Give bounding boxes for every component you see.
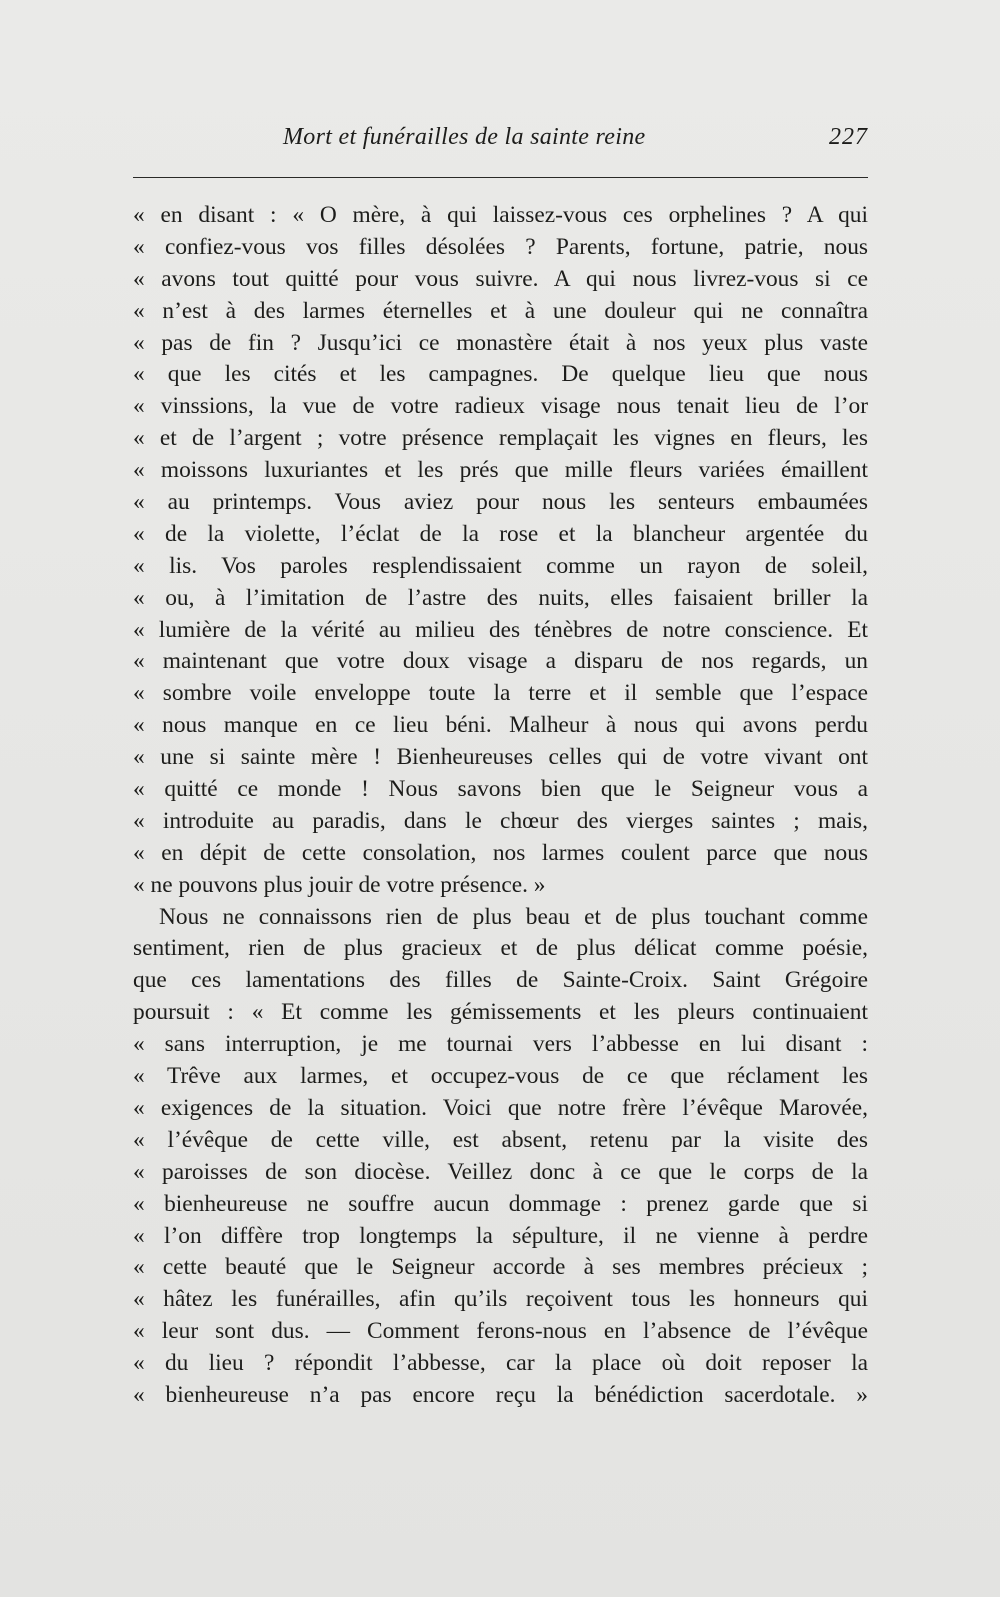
text-line: « cette beauté que le Seigneur accorde à ses membres précieux ; xyxy=(133,1254,868,1281)
text-line: « une si sainte mère ! Bienheureuses celles qui de votre vivant ont xyxy=(133,744,868,771)
text-line: « en disant : « O mère, à qui laissez-vous ces orphelines ? A qui xyxy=(133,202,868,228)
text-line: « au printemps. Vous aviez pour nous les senteurs embaumées xyxy=(133,489,868,516)
text-line: « lis. Vos paroles resplendissaient comme un rayon de soleil, xyxy=(133,552,868,579)
text-line: sentiment, rien de plus gracieux et de plus délicat comme poésie, xyxy=(133,935,868,962)
text-line: « maintenant que votre doux visage a disparu de nos regards, un xyxy=(133,648,868,675)
text-line: « nous manque en ce lieu béni. Malheur à nous qui avons perdu xyxy=(133,712,868,739)
page-number: 227 xyxy=(829,124,868,150)
paragraph-first-line: Nous ne connaissons rien de plus beau et de plus touchant comme xyxy=(159,903,868,930)
text-line: « pas de fin ? Jusqu’ici ce monastère était à nos yeux plus vaste xyxy=(133,329,868,356)
text-line: « l’on diffère trop longtemps la sépulture, il ne vienne à perdre xyxy=(133,1222,868,1249)
header-rule xyxy=(133,177,868,178)
text-line: « leur sont dus. — Comment ferons-nous en l’absence de l’évêque xyxy=(133,1318,868,1345)
text-line: « bienheureuse ne souffre aucun dommage : prenez garde que si xyxy=(133,1190,868,1217)
text-line: « quitté ce monde ! Nous savons bien que le Seigneur vous a xyxy=(133,776,868,803)
text-line: « ne pouvons plus jouir de votre présence. » xyxy=(133,871,546,898)
text-line: poursuit : « Et comme les gémissements et les pleurs continuaient xyxy=(133,999,868,1026)
text-line: « vinssions, la vue de votre radieux visage nous tenait lieu de l’or xyxy=(133,393,868,420)
text-line: « n’est à des larmes éternelles et à une douleur qui ne connaîtra xyxy=(133,297,868,324)
text-line: « exigences de la situation. Voici que notre frère l’évêque Marovée, xyxy=(133,1094,868,1121)
text-line: « l’évêque de cette ville, est absent, retenu par la visite des xyxy=(133,1126,868,1153)
text-line: « de la violette, l’éclat de la rose et la blancheur argentée du xyxy=(133,520,868,547)
text-line: « introduite au paradis, dans le chœur des vierges saintes ; mais, xyxy=(133,807,868,834)
text-line: « et de l’argent ; votre présence remplaçait les vignes en fleurs, les xyxy=(133,425,868,452)
text-line: « moissons luxuriantes et les prés que mille fleurs variées émaillent xyxy=(133,457,868,484)
text-line: « que les cités et les campagnes. De quelque lieu que nous xyxy=(133,361,868,388)
text-line: « confiez-vous vos filles désolées ? Parents, fortune, patrie, nous xyxy=(133,233,868,260)
text-line: « hâtez les funérailles, afin qu’ils reçoivent tous les honneurs qui xyxy=(133,1286,868,1313)
text-line: « ou, à l’imitation de l’astre des nuits, elles faisaient briller la xyxy=(133,584,868,611)
text-line: que ces lamentations des filles de Sainte-Croix. Saint Grégoire xyxy=(133,967,868,994)
text-line: « du lieu ? répondit l’abbesse, car la place où doit reposer la xyxy=(133,1350,868,1377)
running-head xyxy=(133,124,868,164)
text-line: « sans interruption, je me tournai vers l’abbesse en lui disant : xyxy=(133,1031,868,1058)
body-text xyxy=(133,200,868,1412)
text-line: « lumière de la vérité au milieu des ténèbres de notre conscience. Et xyxy=(133,616,868,643)
text-line: « paroisses de son diocèse. Veillez donc à ce que le corps de la xyxy=(133,1158,868,1185)
text-line: « bienheureuse n’a pas encore reçu la bénédiction sacerdotale. » xyxy=(133,1381,868,1408)
text-line: « en dépit de cette consolation, nos larmes coulent parce que nous xyxy=(133,839,868,866)
text-line: « sombre voile enveloppe toute la terre et il semble que l’espace xyxy=(133,680,868,707)
running-title: Mort et funérailles de la sainte reine xyxy=(283,124,646,150)
text-line: « avons tout quitté pour vous suivre. A qui nous livrez-vous si ce xyxy=(133,265,868,292)
text-line: « Trêve aux larmes, et occupez-vous de ce que réclament les xyxy=(133,1063,868,1090)
